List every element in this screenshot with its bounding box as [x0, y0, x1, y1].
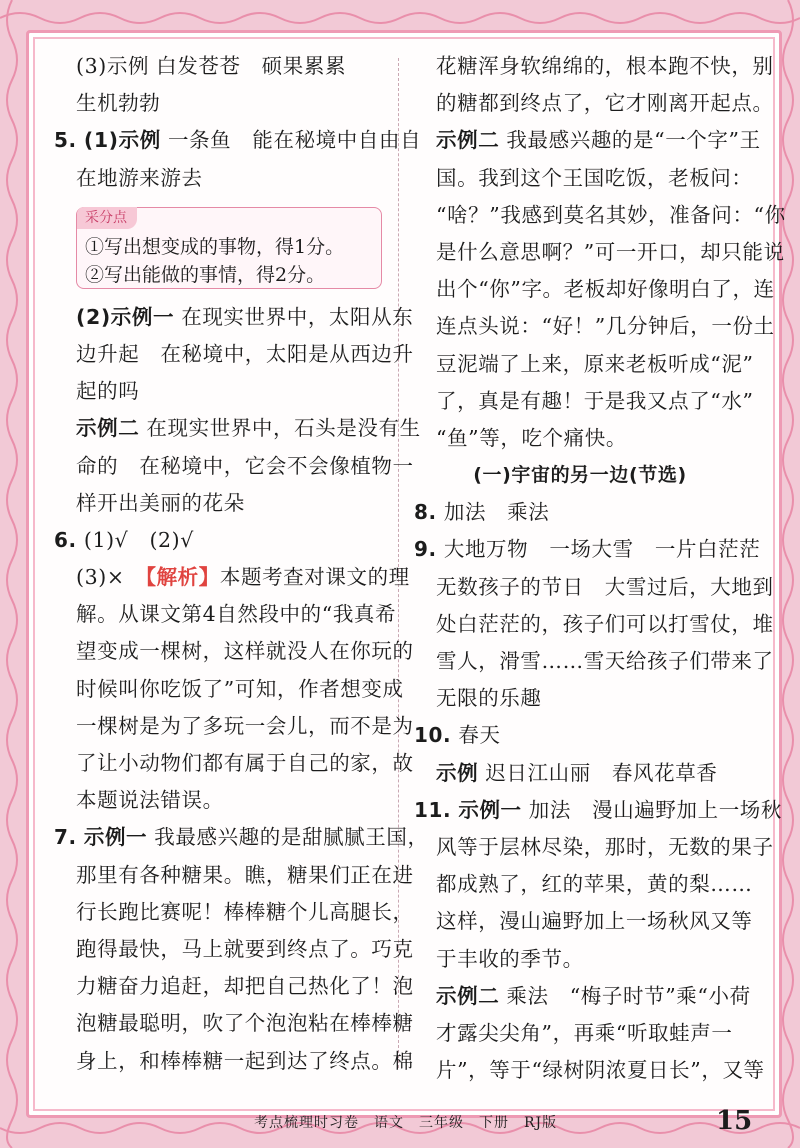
answer-line: 样开出美丽的花朵: [76, 490, 245, 515]
question-8: [414, 494, 746, 531]
example-label: 示例二: [436, 983, 500, 1008]
answer-line: 泡糖最聪明，吹了个泡泡粘在棒棒糖: [76, 1011, 414, 1036]
question-6: [54, 522, 384, 559]
answer-line: 是什么意思啊？”可一开口，却只能说: [436, 239, 785, 264]
answer-line: 处白茫茫的，孩子们可以打雪仗，堆: [436, 611, 774, 636]
answer-line: 身上，和棒棒糖一起到达了终点。棉: [76, 1048, 414, 1073]
answer-line: 了，真是有趣！于是我又点了“水”: [436, 388, 754, 413]
question-number: 8.: [414, 500, 437, 525]
answer-line: 命的 在秘境中，它会不会像植物一: [76, 453, 414, 478]
answer-line: 一棵树是为了多玩一会儿，而不是为: [76, 713, 414, 738]
scoring-item: ①写出想变成的事物，得1分。: [85, 235, 345, 258]
scoring-title: 采分点: [77, 207, 137, 229]
answer-line: [414, 122, 761, 159]
answer-text: 在现实世界中，石头是没有生: [139, 416, 421, 441]
question-7: [54, 819, 429, 856]
answer-line: 那里有各种糖果。瞧，糖果们正在进: [76, 862, 414, 887]
scoring-item: ②写出能做的事情，得2分。: [85, 263, 326, 286]
answer-line: 的糖都到终点了，它才刚离开起点。: [436, 91, 774, 116]
right-column: [414, 48, 786, 1089]
answer-text: 本题考查对课文的理: [219, 565, 410, 590]
answer-text: 迟日江山丽 春风花草香: [478, 760, 718, 785]
answer-line: “鱼”等，吃个痛快。: [436, 425, 627, 450]
answer-text: (1)√ (2)√: [83, 527, 194, 552]
answer-text: 春天: [458, 723, 501, 748]
example-label: 示例二: [76, 416, 140, 441]
question-9: [414, 531, 761, 568]
answer-line: 在地游来游去: [76, 165, 203, 190]
answer-line: 雪人，滑雪……雪天给孩子们带来了: [436, 649, 774, 673]
analysis-tag: 【解析】: [145, 565, 220, 590]
answer-line: 时候叫你吃饭了”可知，作者想变成: [76, 676, 404, 701]
footer-info: 考点梳理时习卷 语文 三年级 下册 RJ版: [254, 1115, 558, 1131]
answer-line: (3)示例 白发苍苍 硕果累累: [76, 54, 347, 78]
left-column: [54, 48, 429, 1080]
answer-line: 出个“你”字。老板却好像明白了，连: [436, 277, 775, 302]
question-number: 7.: [54, 825, 77, 850]
answer-text: 我最感兴趣的是“一个字”王: [499, 128, 761, 153]
question-11: [414, 792, 782, 829]
question-number: 6.: [54, 527, 77, 552]
scoring-box: [76, 207, 382, 289]
answer-line: 望变成一棵树，这样就没人在你玩的: [76, 639, 414, 664]
question-number: 9.: [414, 537, 437, 562]
answer-line: [54, 299, 414, 336]
answer-line: 连点头说：“好！”几分钟后，一份土: [436, 314, 775, 339]
answer-line: 生机勃勃: [76, 91, 161, 116]
page-number: 15: [716, 1106, 753, 1136]
question-10: [414, 717, 746, 754]
answer-text: (3)×: [76, 565, 146, 590]
answer-line: [54, 410, 421, 447]
answer-line: 风等于层林尽染，那时，无数的果子: [436, 834, 774, 859]
answer-line: 起的吗: [76, 379, 140, 404]
answer-line: 花糖浑身软绵绵的，根本跑不快，别: [436, 54, 774, 78]
answer-line: 于丰收的季节。: [436, 946, 584, 971]
answer-line: 国。我到这个王国吃饭，老板问：: [436, 165, 753, 190]
answer-line: 跑得最快，马上就要到终点了。巧克: [76, 936, 414, 961]
answer-line: 豆泥端了上来，原来老板听成“泥”: [436, 351, 754, 376]
question-number: 5.: [54, 128, 77, 153]
answer-line: [414, 755, 746, 792]
answer-line: 解。从课文第4自然段中的“我真希: [76, 602, 397, 627]
answer-line: [54, 559, 410, 596]
answer-line: 行长跑比赛呢！棒棒糖个儿高腿长，: [76, 899, 414, 924]
answer-line: “啥？”我感到莫名其妙，准备问：“你: [436, 202, 786, 227]
answer-text: 大地万物 一场大雪 一片白茫茫: [443, 537, 761, 562]
answer-text: 加法 漫山遍野加上一场秋: [521, 797, 782, 822]
example-label: 示例一: [458, 797, 522, 822]
answer-line: 都成熟了，红的苹果，黄的梨……: [436, 872, 753, 897]
answer-line: 无数孩子的节日 大雪过后，大地到: [436, 574, 774, 599]
answer-line: [414, 978, 751, 1015]
answer-text: 一条鱼 能在秘境中自由自: [160, 128, 422, 153]
answer-line: 无限的乐趣: [436, 686, 542, 711]
answer-line: 这样，漫山遍野加上一场秋风又等: [436, 909, 753, 934]
question-number: 11.: [414, 797, 452, 822]
example-label: (1)示例: [83, 128, 161, 153]
answer-line: 片”，等于“绿树阴浓夏日长”，又等: [436, 1058, 765, 1083]
page-footer: [0, 1108, 800, 1138]
example-label: 示例一: [83, 825, 148, 850]
question-5: [54, 122, 422, 159]
answer-line: 力糖奋力追赶，却把自己热化了！泡: [76, 974, 414, 999]
answer-line: 边升起 在秘境中，太阳是从西边升: [76, 341, 414, 366]
answer-text: 乘法 “梅子时节”乘“小荷: [499, 983, 751, 1008]
answer-text: 在现实世界中，太阳从东: [174, 304, 414, 329]
answer-text: 我最感兴趣的是甜腻腻王国，: [147, 825, 429, 850]
answer-line: 才露尖尖角”，再乘“听取蛙声一: [436, 1020, 733, 1045]
answer-line: 了让小动物们都有属于自己的家，故: [76, 751, 414, 775]
answer-text: 加法 乘法: [443, 500, 550, 525]
example-label: 示例二: [436, 128, 500, 153]
question-number: 10.: [414, 723, 452, 748]
answer-line: 本题说法错误。: [76, 788, 224, 813]
example-label: 示例: [436, 760, 479, 785]
example-label: (2)示例一: [76, 304, 175, 329]
section-title: (一)宇宙的另一边(节选): [473, 464, 687, 487]
